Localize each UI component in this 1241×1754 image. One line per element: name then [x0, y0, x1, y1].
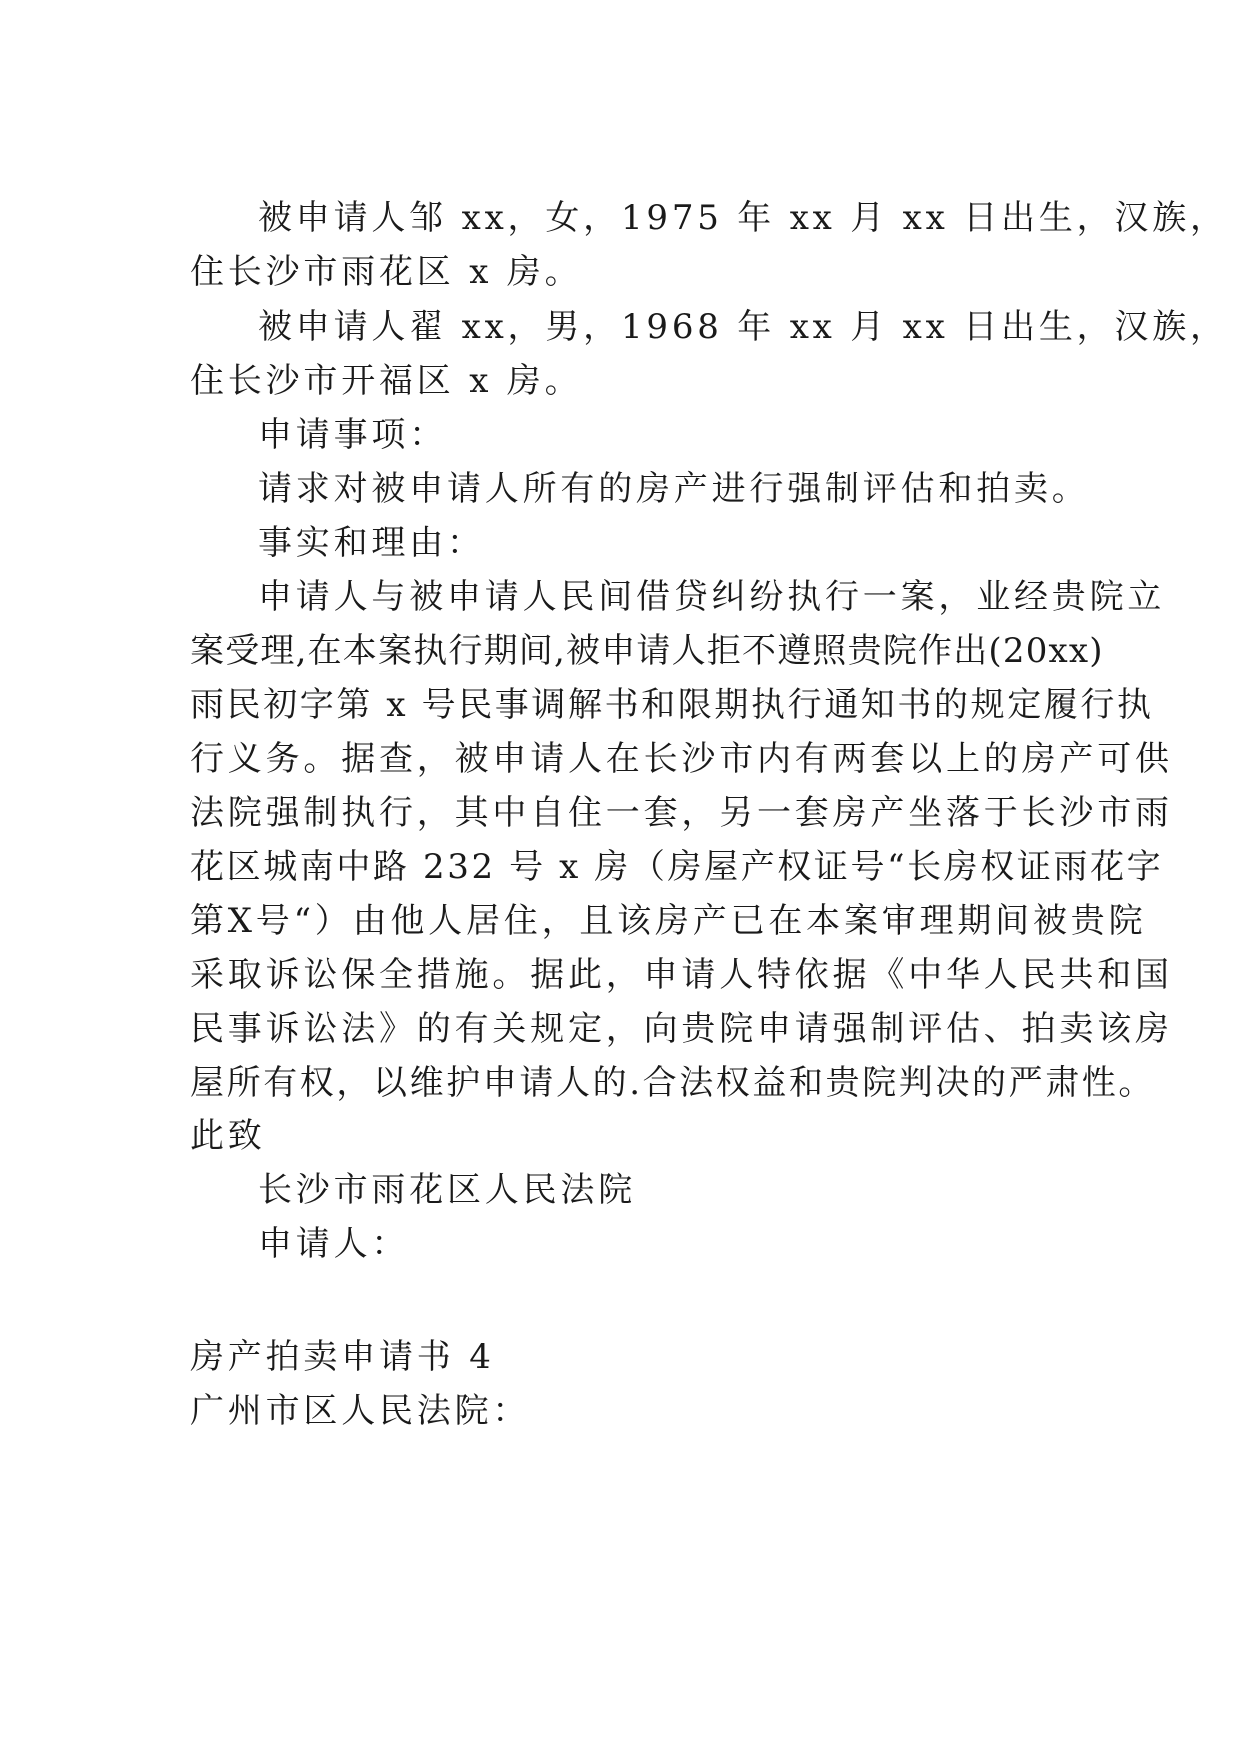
- respondent-2-line-1: 被申请人翟 xx，男，1968 年 xx 月 xx 日出生，汉族，: [258, 307, 1228, 347]
- applicant-signature-label: 申请人：: [258, 1224, 410, 1264]
- respondent-1-line-1: 被申请人邹 xx，女，1975 年 xx 月 xx 日出生，汉族，: [258, 198, 1228, 238]
- body-line-10: 屋所有权，以维护申请人的.合法权益和贵院判决的严肃性。: [190, 1063, 1156, 1103]
- body-line-5: 法院强制执行，其中自住一套，另一套房产坐落于长沙市雨: [190, 793, 1173, 833]
- body-line-9: 民事诉讼法》的有关规定，向贵院申请强制评估、拍卖该房: [190, 1009, 1173, 1049]
- body-line-8: 采取诉讼保全措施。据此，申请人特依据《中华人民共和国: [190, 955, 1173, 995]
- body-line-3: 雨民初字第 x 号民事调解书和限期执行通知书的规定履行执: [190, 685, 1154, 725]
- salutation: 此致: [190, 1116, 266, 1156]
- respondent-1-line-2: 住长沙市雨花区 x 房。: [190, 252, 583, 292]
- body-line-2: 案受理,在本案执行期间,被申请人拒不遵照贵院作出(20xx): [190, 631, 1104, 671]
- facts-reasons-heading: 事实和理由：: [258, 523, 485, 563]
- court-name: 长沙市雨花区人民法院: [258, 1170, 636, 1210]
- body-line-7: 第X号“）由他人居住，且该房产已在本案审理期间被贵院: [190, 901, 1147, 941]
- body-line-6: 花区城南中路 232 号 x 房（房屋产权证号“长房权证雨花字: [190, 847, 1164, 887]
- respondent-2-line-2: 住长沙市开福区 x 房。: [190, 361, 583, 401]
- body-line-1: 申请人与被申请人民间借贷纠纷执行一案，业经贵院立: [258, 577, 1166, 617]
- addressee-court: 广州市区人民法院：: [190, 1391, 531, 1431]
- body-line-4: 行义务。据查，被申请人在长沙市内有两套以上的房产可供: [190, 739, 1173, 779]
- application-items-heading: 申请事项：: [258, 415, 447, 455]
- section-title: 房产拍卖申请书 4: [190, 1337, 495, 1377]
- application-request: 请求对被申请人所有的房产进行强制评估和拍卖。: [258, 469, 1090, 509]
